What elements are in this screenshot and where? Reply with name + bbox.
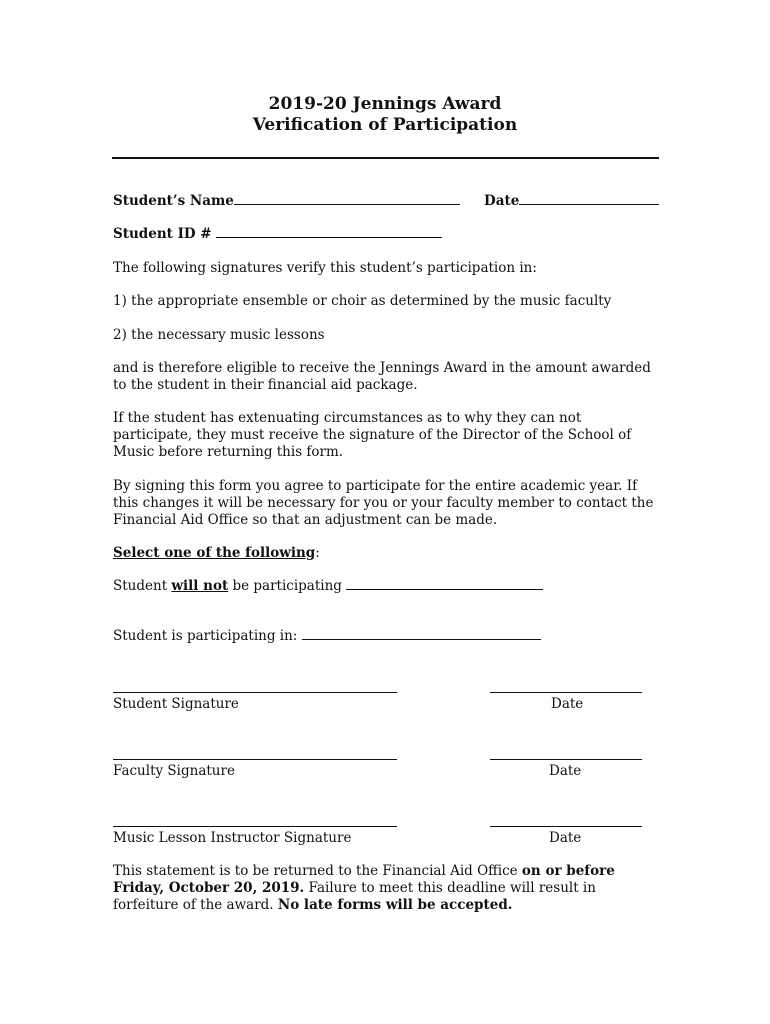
instructor-date-label: Date xyxy=(549,830,582,846)
faculty-date-label: Date xyxy=(549,763,582,779)
deadline-text-start: This statement is to be returned to the Financial Aid Office xyxy=(113,863,522,879)
faculty-signature-line[interactable] xyxy=(113,759,397,760)
participating-line[interactable] xyxy=(302,628,541,640)
not-participating-suffix: be participating xyxy=(228,578,342,594)
not-participating-line[interactable] xyxy=(346,578,543,590)
selection-heading-text: Select one of the following xyxy=(113,545,316,561)
faculty-signature-label: Faculty Signature xyxy=(113,763,235,779)
not-participating-emphasis: will not xyxy=(171,578,229,594)
deadline-paragraph xyxy=(113,863,661,914)
form-title-line2: Verification of Participation xyxy=(252,115,518,135)
date-label: Date xyxy=(484,193,520,209)
student-id-field xyxy=(113,226,442,243)
student-date-line[interactable] xyxy=(490,692,642,693)
deadline-date: on or before Friday, October 20, 2019. xyxy=(113,863,615,896)
instructor-signature-line[interactable] xyxy=(113,826,397,827)
not-participating-option xyxy=(113,578,543,595)
agreement-paragraph: By signing this form you agree to participate for the entire academic year. If this changes it will be necessary for you or your faculty member to contact the Financial Aid Office so that an adjustment can be made. xyxy=(113,478,654,528)
instructor-date-line[interactable] xyxy=(490,826,642,827)
student-signature-label: Student Signature xyxy=(113,696,239,712)
list-item-ensemble: 1) the appropriate ensemble or choir as determined by the music faculty xyxy=(113,293,612,309)
extenuating-paragraph: If the student has extenuating circumstances as to why they can not participate, they must receive the signature of the Director of the School of Music before returning this form. xyxy=(113,410,632,460)
list-item-lessons: 2) the necessary music lessons xyxy=(113,327,325,343)
deadline-text-middle: Failure to meet this deadline will result in forfeiture of the award. xyxy=(113,880,596,913)
participating-option xyxy=(113,628,541,645)
date-field xyxy=(484,193,659,210)
student-signature-line[interactable] xyxy=(113,692,397,693)
eligibility-paragraph: and is therefore eligible to receive the Jennings Award in the amount awarded to the student in their financial aid package. xyxy=(113,360,651,393)
title-divider xyxy=(112,157,659,159)
instructor-signature-label: Music Lesson Instructor Signature xyxy=(113,830,352,846)
faculty-date-line[interactable] xyxy=(490,759,642,760)
selection-heading xyxy=(113,545,320,562)
intro-text: The following signatures verify this student’s participation in: xyxy=(113,260,537,276)
participating-label: Student is participating in: xyxy=(113,628,298,644)
student-name-line[interactable] xyxy=(234,193,460,205)
date-line[interactable] xyxy=(519,193,659,205)
selection-heading-colon: : xyxy=(315,545,320,561)
no-late-forms-notice: No late forms will be accepted. xyxy=(277,897,513,913)
student-date-label: Date xyxy=(551,696,584,712)
student-id-label: Student ID # xyxy=(113,226,212,242)
form-title-line1: 2019-20 Jennings Award xyxy=(268,94,502,114)
student-name-label: Student’s Name xyxy=(113,193,234,209)
student-id-line[interactable] xyxy=(216,226,442,238)
not-participating-prefix: Student xyxy=(113,578,172,594)
student-name-field xyxy=(113,193,460,210)
